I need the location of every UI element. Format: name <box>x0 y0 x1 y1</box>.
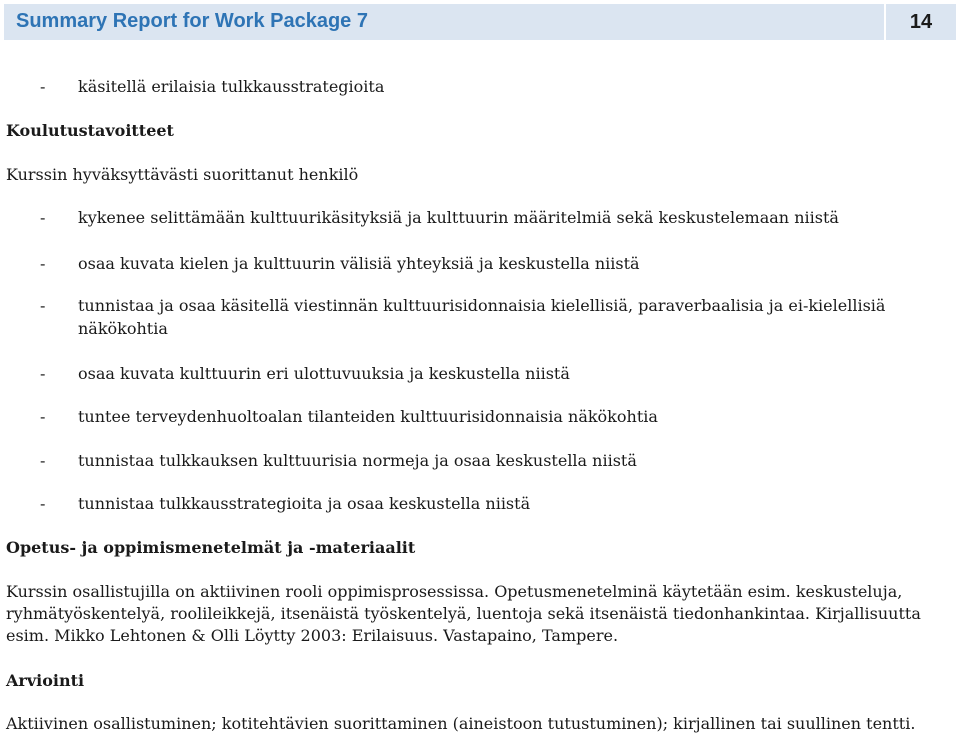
bullet-dash: - <box>40 451 46 470</box>
section-paragraph-arviointi: Aktiivinen osallistuminen; kotitehtävien suorittaminen (aineistoon tutustuminen); kirjallinen tai suullinen tentti. <box>6 714 916 733</box>
list-item-text: kykenee selittämään kulttuurikäsityksiä ja kulttuurin määritelmiä sekä keskustelemaan niistä <box>78 208 839 227</box>
section-paragraph-opetus: Kurssin osallistujilla on aktiivinen rooli oppimisprosessissa. Opetusmenetelminä käytetään esim. keskusteluja, ryhmätyöskentelyä, roolileikkejä, itsenäistä työskentelyä, luentoja sekä itsenäistä tiedonhankintaa. Kirjallisuutta esim. Mikko Lehtonen & Olli Löytty 2003: Erilaisuus. Vastapaino, Tampere. <box>6 582 921 645</box>
list-item-text: tuntee terveydenhuoltoalan tilanteiden kulttuurisidonnaisia näkökohtia <box>78 407 658 426</box>
list-item-text: osaa kuvata kielen ja kulttuurin välisiä yhteyksiä ja keskustella niistä <box>78 254 640 273</box>
bullet-dash: - <box>40 364 46 383</box>
bullet-dash: - <box>40 254 46 273</box>
report-title: Summary Report for Work Package 7 <box>16 10 368 32</box>
bullet-dash: - <box>40 296 46 315</box>
page-number: 14 <box>884 4 956 40</box>
list-item-text: tunnistaa ja osaa käsitellä viestinnän kulttuurisidonnaisia kielellisiä, paraverbaalisia ja ei-kielellisiä <box>78 296 886 315</box>
list-item-text: osaa kuvata kulttuurin eri ulottuvuuksia ja keskustella niistä <box>78 364 570 383</box>
section-intro: Kurssin hyväksyttävästi suorittanut henkilö <box>6 165 359 184</box>
list-item-text: tunnistaa tulkkauksen kulttuurisia normeja ja osaa keskustella niistä <box>78 451 637 470</box>
list-item-text: tunnistaa tulkkausstrategioita ja osaa keskustella niistä <box>78 494 531 513</box>
page-header <box>4 4 956 40</box>
bullet-dash: - <box>40 77 46 96</box>
bullet-dash: - <box>40 407 46 426</box>
section-heading-arviointi: Arviointi <box>6 671 85 690</box>
list-item-text: käsitellä erilaisia tulkkausstrategioita <box>78 77 385 96</box>
section-heading-koulutustavoitteet: Koulutustavoitteet <box>6 121 174 140</box>
section-heading-opetus: Opetus- ja oppimismenetelmät ja -materiaalit <box>6 538 416 557</box>
list-item-continuation: näkökohtia <box>78 319 168 338</box>
bullet-dash: - <box>40 208 46 227</box>
bullet-dash: - <box>40 494 46 513</box>
